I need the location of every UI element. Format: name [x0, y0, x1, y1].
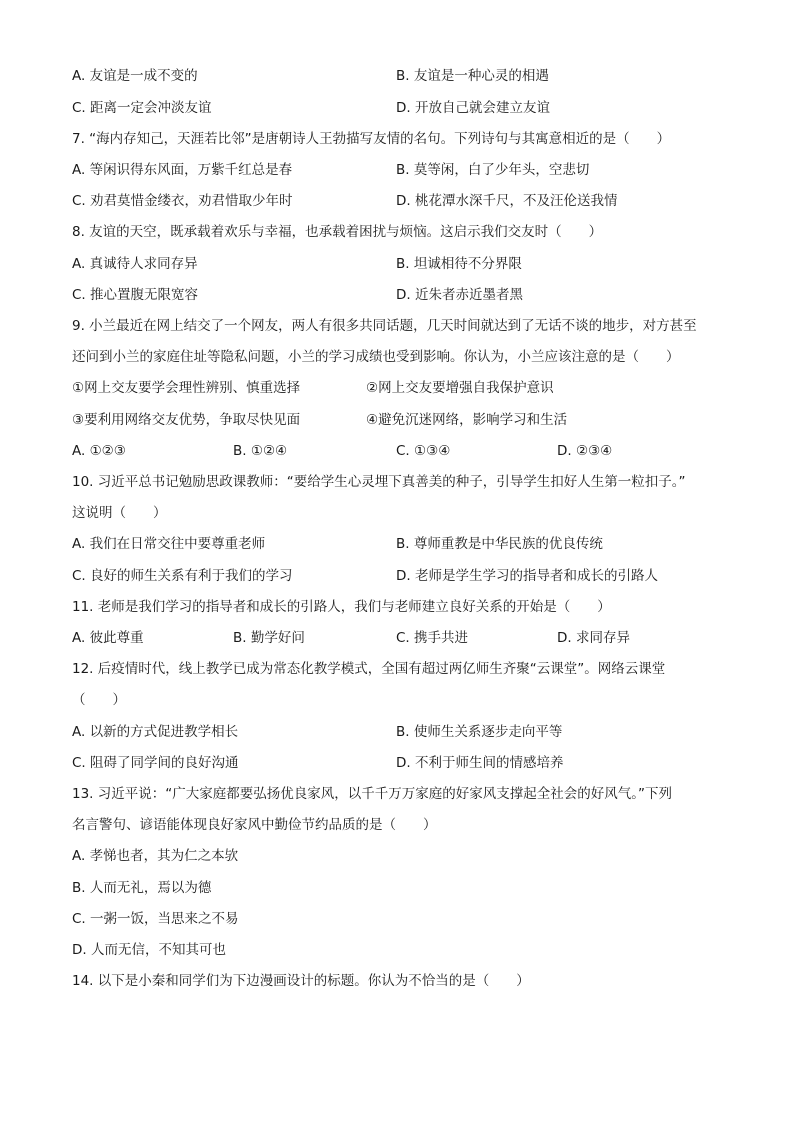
q13-option-a[interactable]: A. 孝悌也者，其为仁之本欤 [72, 848, 239, 864]
q10-option-a[interactable]: A. 我们在日常交往中要尊重老师 [72, 536, 266, 552]
q9-option-b[interactable]: B. ①②④ [233, 443, 288, 459]
q7-option-a[interactable]: A. 等闲识得东风面，万紫千红总是春 [72, 162, 293, 178]
q11-option-c[interactable]: C. 携手共进 [396, 630, 469, 646]
q13-stem-line-2: 名言警句、谚语能体现良好家风中勤俭节约品质的是（ ） [72, 817, 437, 833]
q13-stem-line-1: 13. 习近平说：“广大家庭都要弘扬优良家风，以千千万万家庭的好家风支撑起全社会的好风气。”下列 [72, 786, 672, 802]
q9-stem-line-2: 还问到小兰的家庭住址等隐私问题，小兰的学习成绩也受到影响。你认为，小兰应该注意的是（ ） [72, 349, 680, 365]
q11-option-b[interactable]: B. 勤学好问 [233, 630, 305, 646]
q8-options-row-1 [0, 254, 794, 274]
q8-option-d[interactable]: D. 近朱者赤近墨者黑 [396, 287, 523, 303]
q6-options-row-1 [0, 66, 794, 86]
q7-option-d[interactable]: D. 桃花潭水深千尺，不及汪伦送我情 [396, 193, 618, 209]
q10-options-row-1 [0, 534, 794, 554]
q9-statements-row-1 [0, 378, 794, 398]
q12-option-c[interactable]: C. 阻碍了同学间的良好沟通 [72, 755, 239, 771]
q9-statement-4: ④避免沉迷网络，影响学习和生活 [366, 412, 568, 428]
q8-stem: 8. 友谊的天空，既承载着欢乐与幸福，也承载着困扰与烦恼。这启示我们交友时（ ） [72, 224, 603, 240]
q6-option-a[interactable]: A. 友谊是一成不变的 [72, 68, 198, 84]
q11-options-row [0, 628, 794, 648]
q10-stem-line-2: 这说明（ ） [72, 505, 167, 521]
q9-statements-row-2 [0, 410, 794, 430]
q10-options-row-2 [0, 566, 794, 586]
q7-option-b[interactable]: B. 莫等闲，白了少年头，空悲切 [396, 162, 590, 178]
q7-stem: 7. “海内存知己，天涯若比邻”是唐朝诗人王勃描写友情的名句。下列诗句与其寓意相近的是（ ） [72, 131, 671, 147]
q11-option-a[interactable]: A. 彼此尊重 [72, 630, 144, 646]
q13-option-c[interactable]: C. 一粥一饭，当思来之不易 [72, 911, 239, 927]
q10-option-b[interactable]: B. 尊师重教是中华民族的优良传统 [396, 536, 603, 552]
q12-options-row-2 [0, 753, 794, 773]
q13-option-d[interactable]: D. 人而无信，不知其可也 [72, 942, 226, 958]
q11-stem: 11. 老师是我们学习的指导者和成长的引路人，我们与老师建立良好关系的开始是（ ） [72, 599, 611, 615]
q12-option-b[interactable]: B. 使师生关系逐步走向平等 [396, 724, 563, 740]
q9-option-c[interactable]: C. ①③④ [396, 443, 451, 459]
q6-option-b[interactable]: B. 友谊是一种心灵的相遇 [396, 68, 549, 84]
q6-option-c[interactable]: C. 距离一定会冲淡友谊 [72, 100, 212, 116]
q12-stem-line-1: 12. 后疫情时代，线上教学已成为常态化教学模式，全国有超过两亿师生齐聚“云课堂”。网络云课堂 [72, 661, 666, 677]
q8-option-c[interactable]: C. 推心置腹无限宽容 [72, 287, 199, 303]
q10-option-c[interactable]: C. 良好的师生关系有利于我们的学习 [72, 568, 293, 584]
q10-stem-line-1: 10. 习近平总书记勉励思政课教师：“要给学生心灵埋下真善美的种子，引导学生扣好人生第一粒扣子。” [72, 474, 686, 490]
q7-option-c[interactable]: C. 劝君莫惜金缕衣，劝君惜取少年时 [72, 193, 293, 209]
q8-options-row-2 [0, 285, 794, 305]
q9-option-a[interactable]: A. ①②③ [72, 443, 126, 459]
q12-option-d[interactable]: D. 不利于师生间的情感培养 [396, 755, 564, 771]
q12-option-a[interactable]: A. 以新的方式促进教学相长 [72, 724, 239, 740]
q13-option-b[interactable]: B. 人而无礼，焉以为德 [72, 880, 212, 896]
q8-option-a[interactable]: A. 真诚待人求同存异 [72, 256, 198, 272]
q7-options-row-1 [0, 160, 794, 180]
q7-options-row-2 [0, 191, 794, 211]
q9-options-row [0, 441, 794, 461]
q6-options-row-2 [0, 98, 794, 118]
q8-option-b[interactable]: B. 坦诚相待不分界限 [396, 256, 522, 272]
q9-stem-line-1: 9. 小兰最近在网上结交了一个网友，两人有很多共同话题，几天时间就达到了无话不谈的地步，对方甚至 [72, 318, 697, 334]
q9-option-d[interactable]: D. ②③④ [557, 443, 613, 459]
q10-option-d[interactable]: D. 老师是学生学习的指导者和成长的引路人 [396, 568, 658, 584]
q14-stem: 14. 以下是小秦和同学们为下边漫画设计的标题。你认为不恰当的是（ ） [72, 973, 530, 989]
q11-option-d[interactable]: D. 求同存异 [557, 630, 630, 646]
q9-statement-3: ③要利用网络交友优势，争取尽快见面 [72, 412, 301, 428]
q6-option-d[interactable]: D. 开放自己就会建立友谊 [396, 100, 550, 116]
q9-statement-1: ①网上交友要学会理性辨别、慎重选择 [72, 380, 301, 396]
q12-options-row-1 [0, 722, 794, 742]
q12-stem-line-2: （ ） [72, 692, 126, 708]
q9-statement-2: ②网上交友要增强自我保护意识 [366, 380, 554, 396]
